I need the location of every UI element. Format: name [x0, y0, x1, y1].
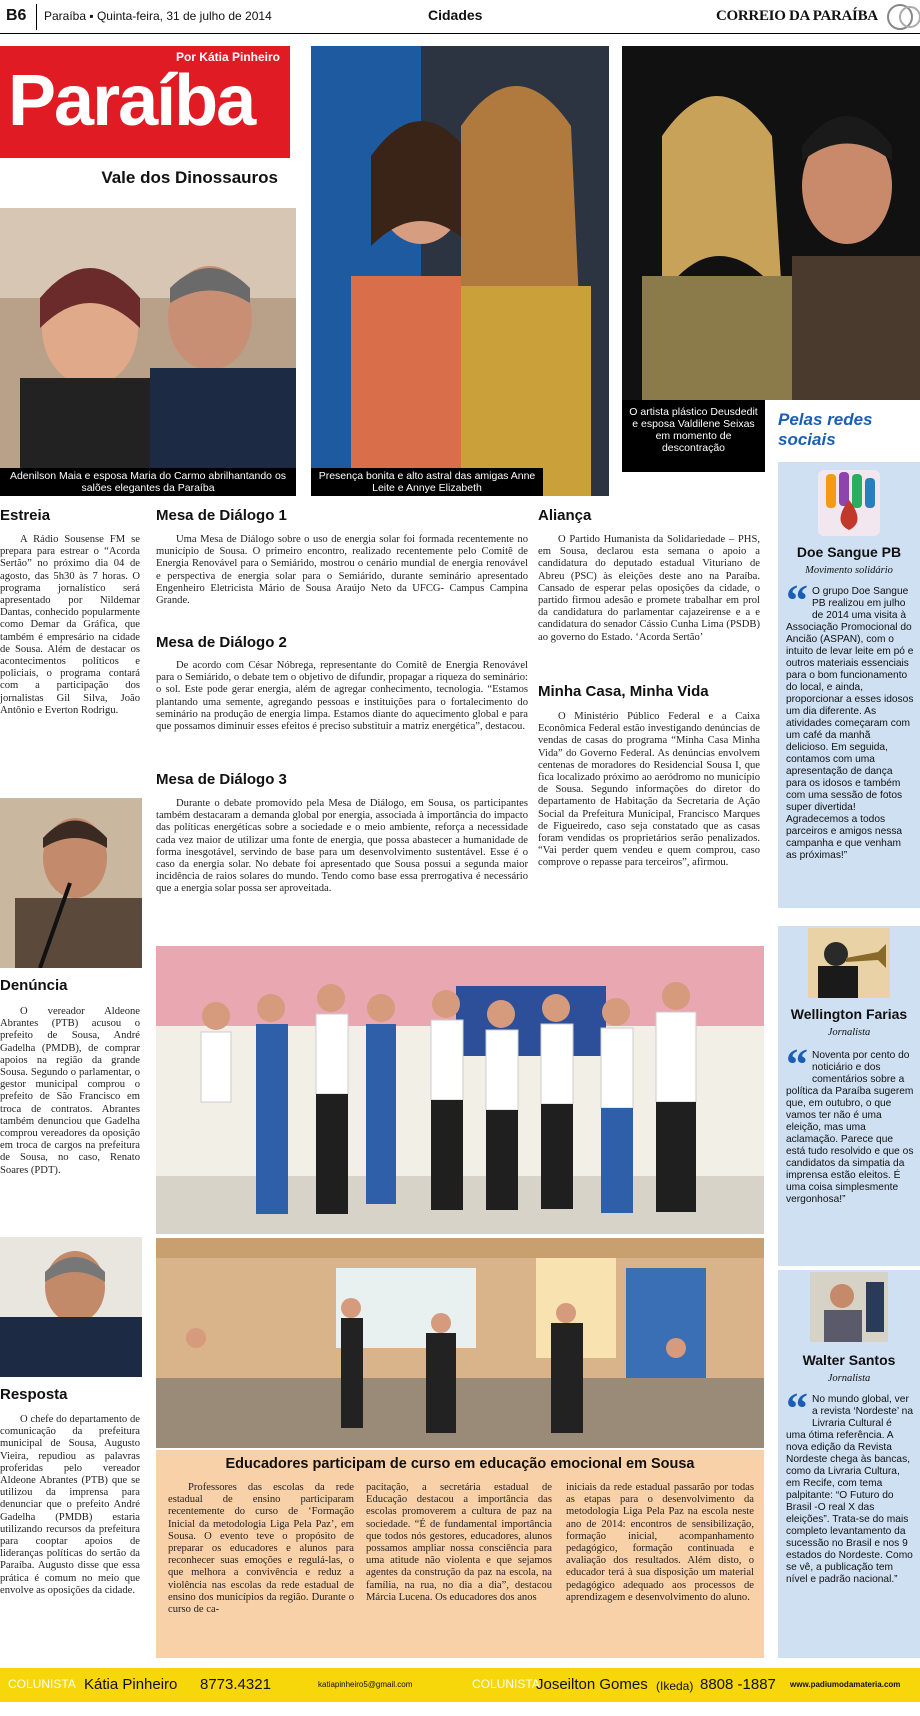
sidebar-name-3: Walter Santos — [802, 1352, 896, 1368]
sidebar-role-3: Jornalista — [827, 1373, 871, 1384]
photo-aldeone — [0, 798, 142, 968]
footer-nick-2: (Ikeda) — [656, 1679, 694, 1693]
sidebar-text-2 — [786, 1040, 914, 1206]
sidebar-heading: Pelas redes sociais — [778, 410, 873, 449]
mesa3-title: Mesa de Diálogo 3 — [156, 771, 287, 788]
mesa1-paragraph: Uma Mesa de Diálogo sobre o uso de energia solar foi formada recentemente no município de Sousa. O primeiro encontro, realizado recentemente pelo Comitê de Energia Renovável para o Semiárido, mostrou o cenário mundial de energia renovável e perspectiva de energia solar para o Semiárido, durante seminário apresentado Engenheiro Eletricista Mário de Sousa Araújo Neto da UFCG- Campus Campina Grande. — [156, 534, 528, 607]
photo-educators-group — [156, 946, 764, 1234]
sidebar-text-3 — [786, 1384, 914, 1586]
photo-augusto — [0, 1237, 142, 1377]
avatar-trumpet-icon — [808, 928, 890, 998]
mesa3-paragraph: Durante o debate promovido pela Mesa de Diálogo, em Sousa, os participantes também destacaram a demanda global por energia, associada à importância do impacto das políticas energéticas sobre a sociedade e o meio ambiente, reforça a necessidade cada vez maior de utilizar uma fonte de energia, que possa abastecer a humanidade de forma inesgotável, servindo de base para um desenvolvimento sustentável. Esse é o caso da energia solar. No debate foi apresentado que Sousa possui a segunda maior incidência de raios solares do mundo. Tendo como base essa prerrogativa é necessário que a energia solar possa ser aproveitada. — [156, 798, 528, 895]
photo-couple-deusdedit — [622, 46, 920, 400]
sidebar-item-doe-sangue — [778, 462, 920, 908]
photo-couple-adenilson — [0, 208, 296, 496]
dateline: Paraíba ▪ Quinta-feira, 31 de julho de 2014 — [44, 9, 272, 23]
sidebar-quote-3: No mundo global, ver a revista ‘Nordeste’ na Livraria Cultural é uma ótima referência. A nova edição da Revista Nordeste chega às bancas, como da Livraria Cultura, em Recife, com tema palpitante: “O Futuro do Brasil -O real X das eleições”. Trata-se do mais completo levantamento da sucessão no Brasil e nos 9 estados do Nordeste. Como se vê, a publicação tem nível e padrão nacional.” — [786, 1394, 913, 1585]
photo-friends-anne — [311, 46, 609, 496]
caption-photo-3: O artista plástico Deusdedit e esposa Valdilene Seixas em momento de descontração — [622, 400, 765, 472]
caption-photo-1: Adenilson Maia e esposa Maria do Carmo abrilhantando os salões elegantes da Paraíba — [0, 468, 296, 496]
educadores-col1 — [168, 1482, 354, 1616]
quote-icon: “ — [786, 576, 808, 625]
header-rule — [0, 33, 920, 34]
page-header — [0, 0, 920, 34]
denuncia-paragraph: O vereador Aldeone Abrantes (PTB) acusou o prefeito de Sousa, André Gadelha (PMDB), de comprar apoios na região da grande Sousa. Segundo o parlamentar, o gestor municipal comprou o prefeito de São Francisco em troca de contratos. Abrantes também denunciou que Gadelha comprou vereadores da oposição em troca de cargos na prefeitura de Sousa, no caso, Renato Soares (PDT). — [0, 1006, 140, 1176]
minhacasa-title: Minha Casa, Minha Vida — [538, 683, 709, 700]
denuncia-title: Denúncia — [0, 977, 68, 994]
educadores-col3-text: iniciais da rede estadual passarão por todas as etapas para o desenvolvimento da metodologia Liga Pela Paz na escola neste ano de 2014: encontros de sensibilização, formação inicial, acompanhamento pedagógico, formação continuada e avaliação dos resultados. Além disto, o educador terá à sua disposição um material pedagógico adequado aos processos de aprendizagem e desenvolvimento do aluno. — [566, 1482, 754, 1603]
educadores-col2 — [366, 1482, 552, 1604]
sidebar-item-wellington — [778, 926, 920, 1266]
paper-logo: CORREIO DA PARAÍBA — [716, 8, 878, 24]
sidebar-quote-1: O grupo Doe Sangue PB realizou em julho de 2014 uma visita à Associação Promocional do Ancião (ASPAN), com o intuito de levar leite em pó e outros materiais essenciais para o bom funcionamento do local, e ainda, proporcionar a esses idosos um dia diferente. As atividades começaram com um café da manhã delicioso. Em seguida, contamos com uma apresentação de dança para os idosos e também com uma sessão de fotos super divertida! Agradecemos a todos parceiros e amigos nessa campanha e que venham as próximas!” — [786, 586, 914, 861]
sidebar-text-1 — [786, 576, 914, 862]
educadores-col2-text: pacitação, a secretária estadual de Educação destacou a importância das escolas promoverem a cultura de paz na sociedade. “É de fundamental importância que todos nós gestores, educadores, alunos possamos ampliar nossa consciência para uma atitude não violenta e que sejamos agentes da construção da paz na escola, na família, na rua, no dia a dia”, destacou Márcia Lucena. Os educadores dos anos — [366, 1482, 552, 1603]
footer-phone-2: 8808 -1887 — [700, 1676, 776, 1693]
resposta-title: Resposta — [0, 1386, 68, 1403]
avatar-walter-icon — [810, 1272, 888, 1342]
sidebar-name-2: Wellington Farias — [790, 1006, 908, 1022]
educadores-col1-text: Professores das escolas da rede estadual de ensino participaram recentemente do curso de ‘Formação Inicial da metodologia Liga Pela Paz’, em Sousa. O evento teve o propósito de preparar os educadores e alunos para reconhecer suas emoções e regulá-las, o que melhora a convivência e reduz a violência nas escolas da rede estadual de ensino dos municípios da região. Durante o curso de ca- — [168, 1482, 354, 1616]
minhacasa-paragraph: O Ministério Público Federal e a Caixa Econômica Federal estão investigando denúncias de vendas de casas do programa “Minha Casa Minha Vida” do Governo Federal. As denúncias envolvem centenas de moradores do Residencial Sousa I, que fica localizado próximo ao aeródromo no município de Sousa. Segundo informações do diretor do departamento de Habitação da Secretaria de Ação Social da Prefeitura Municipal, Francisco Marques de Figueiredo, caso seja constatado que as casas foram vendidas os proprietários serão penalizados. “Vai perder quem vendeu e quem comprou, caso comprove o repasse para terceiros”, afirmou. — [538, 711, 760, 869]
quote-icon: “ — [786, 1040, 808, 1089]
resposta-paragraph: O chefe do departamento de comunicação da prefeitura municipal de Sousa, Augusto Vieira, repudiou as palavras proferidas pelo vereador Aldeone Abrantes (PTB) que se utilizou da imprensa para denunciar que o prefeito André Gadelha (PMDB) estaria utilizando recursos da prefeitura para cooptar apoios de lideranças políticas do sertão da Paraíba. Augusto disse que essa prática é comum no meio que envolve as oposições da cidade. — [0, 1414, 140, 1596]
masthead-title: Paraíba — [8, 61, 255, 141]
header-divider — [36, 4, 37, 30]
footer-label-2: COLUNISTA — [472, 1677, 540, 1691]
section-name: Cidades — [428, 7, 483, 23]
alianca-title: Aliança — [538, 507, 592, 524]
resposta-text — [0, 1414, 140, 1597]
sidebar-item-walter — [778, 1270, 920, 1658]
paper-logo-icon — [880, 2, 920, 32]
footer-site: www.padiumodamateria.com — [790, 1680, 901, 1689]
mesa1-text — [156, 534, 528, 607]
footer-name-1: Kátia Pinheiro — [84, 1676, 178, 1693]
sidebar-quote-2: Noventa por cento do noticiário e dos comentários sobre a política da Paraíba sugerem que, em outubro, o que vamos ter não é uma eleição, mas uma aclamação. Parece que está tudo resolvido e que os candidatos da simpatia da imprensa estão eleitos. É uma coisa simplesmente vergonhosa!” — [786, 1050, 914, 1205]
caption-photo-2: Presença bonita e alto astral das amigas Anne Leite e Annye Elizabeth — [311, 468, 543, 496]
alianca-text — [538, 534, 760, 644]
educadores-col3 — [566, 1482, 754, 1604]
footer-label-1: COLUNISTA — [8, 1677, 76, 1691]
mesa2-title: Mesa de Diálogo 2 — [156, 634, 287, 651]
alianca-paragraph: O Partido Humanista da Solidariedade – PHS, em Sousa, declarou esta semana o apoio a candidatura do deputado estadual Vituriano de Abreu (PSC) às eleições deste ano na Paraíba. Cansado de esperar pelas oposições da cidade, o partido firmou adesão e promete trabalhar em prol da candidatura do parlamentar cajazeirense e a e candidatura do senador Cássio Cunha Lima (PSDB) ao governo do Estado. ‘Acorda Sertão’ — [538, 534, 760, 643]
photo-classroom — [156, 1238, 764, 1448]
column-masthead — [0, 46, 290, 192]
page-number: B6 — [6, 7, 27, 24]
footer-name-2: Joseilton Gomes — [536, 1676, 648, 1693]
denuncia-text — [0, 1006, 140, 1177]
masthead-byline: Por Kátia Pinheiro — [175, 50, 280, 64]
sidebar-name-1: Doe Sangue PB — [796, 544, 902, 560]
sidebar-role-1: Movimento solidário — [805, 565, 893, 576]
mesa1-title: Mesa de Diálogo 1 — [156, 507, 287, 524]
estreia-title: Estreia — [0, 507, 51, 524]
estreia-paragraph: A Rádio Sousense FM se prepara para estrear o “Acorda Sertão” no próximo dia 04 de agosto, das 5h30 às 7 horas. O programa jornalístico será apresentado por Nildemar Dantas, conhecido popularmente como Demar da Gráfica, que também é empresário na cidade de Sousa. Além de destacar os acontecimentos políticos e policiais, o programa contará com a participação dos jornalistas Gil Silva, João Antônio e Everton Rodrigu. — [0, 534, 140, 716]
educadores-title: Educadores participam de curso em educação emocional em Sousa — [225, 1456, 695, 1472]
footer-email: katiapinheiro5@gmail.com — [318, 1680, 413, 1689]
masthead-subtitle: Vale dos Dinossauros — [101, 168, 278, 187]
blood-drop-icon — [812, 466, 886, 540]
mesa2-paragraph: De acordo com César Nóbrega, representante do Comitê de Energia Renovável para o Semiárido, o debate tem o objetivo de difundir, propagar a riqueza do seminário: o sol. Este pode gerar energia, além de agregar conhecimento, tecnologia. “Estamos plantando uma semente, agregando pessoas e instituições para o fortalecimento do seminário na produção de energia limpa. Estamos diante do aquecimento global e para que possamos diminuir esses efeitos é preciso substituir a matriz energética”, destacou. — [156, 660, 528, 733]
minhacasa-text — [538, 711, 760, 870]
sidebar-role-2: Jornalista — [827, 1027, 871, 1038]
mesa2-text — [156, 660, 528, 733]
mesa3-text — [156, 798, 528, 896]
quote-icon: “ — [786, 1384, 808, 1433]
estreia-text — [0, 534, 140, 717]
footer-phone-1: 8773.4321 — [200, 1676, 271, 1693]
educadores-box — [156, 1450, 764, 1658]
